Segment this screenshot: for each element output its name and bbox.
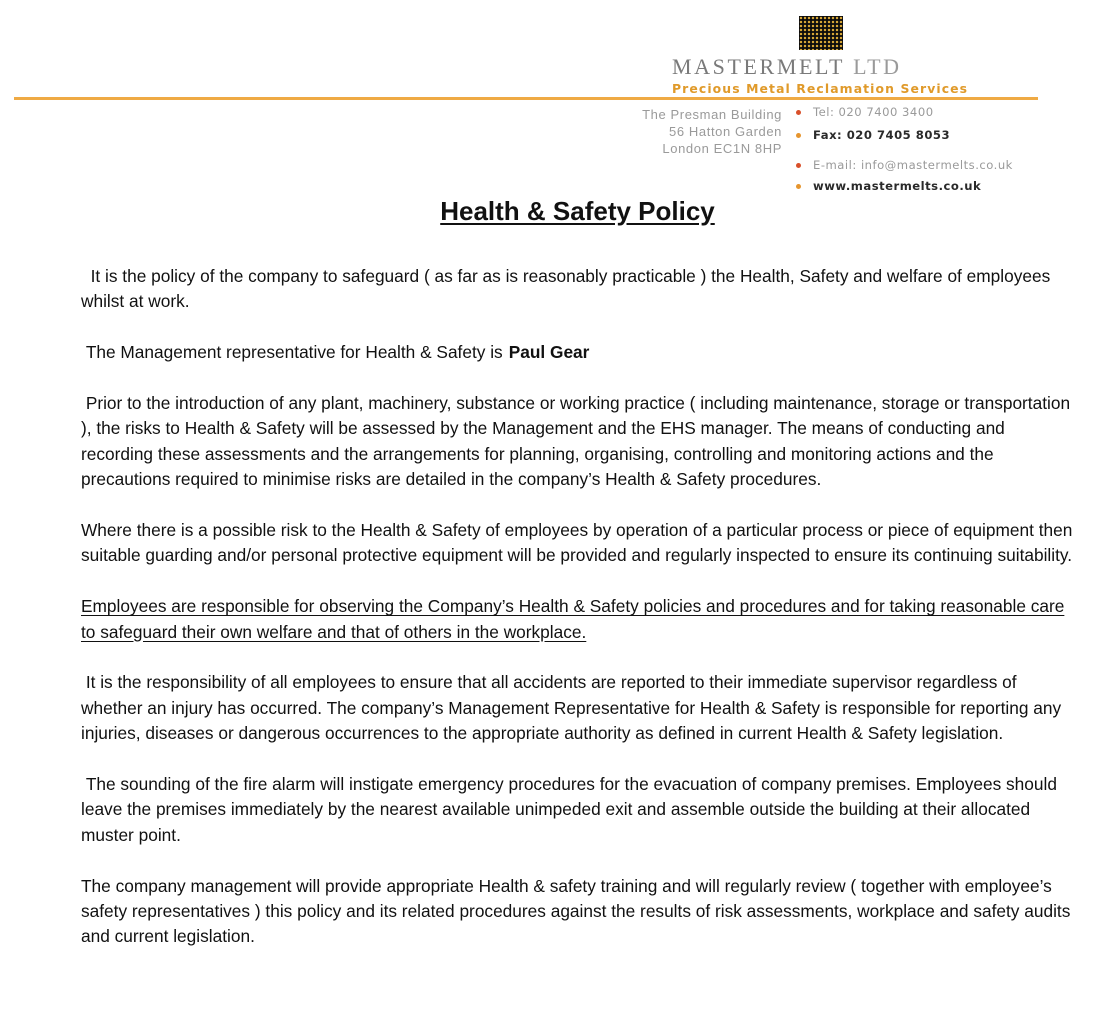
bullet-icon <box>796 133 801 138</box>
paragraph-text: The company management will provide appropriate Health & safety training and will regularly review ( together with employee’s safety representatives ) this policy and its related procedures against the results of risk assessments, workplace and safety audits and current legislation. <box>81 875 1071 947</box>
policy-paragraph <box>81 670 1075 746</box>
fax-number: Fax: 020 7405 8053 <box>813 128 951 142</box>
telephone-number: Tel: 020 7400 3400 <box>813 105 934 119</box>
email-address: E-mail: info@mastermelts.co.uk <box>813 158 1013 172</box>
bullet-icon <box>796 163 801 168</box>
company-name-main: MASTERMELT <box>672 54 846 79</box>
paragraph-text: It is the responsibility of all employees to ensure that all accidents are reported to their immediate supervisor regardless of whether an injury has occurred. The company’s Management Representative for Health & Safety is responsible for reporting any injuries, diseases or dangerous occurrences to the appropriate authority as defined in current Health & Safety legislation. <box>81 672 1062 744</box>
address-line: London EC1N 8HP <box>662 141 782 156</box>
paragraph-text: It is the policy of the company to safeguard ( as far as is reasonably practicable ) the Health, Safety and welfare of employees whilst at work. <box>81 266 1051 312</box>
paragraph-text: Prior to the introduction of any plant, machinery, substance or working practice ( including maintenance, storage or transportation ), the risks to Health & Safety will be assessed by the Management and the EHS manager. The means of conducting and recording these assessments and the arrangements for planning, organising, controlling and monitoring actions and the precautions required to minimise risks are detailed in the company’s Health & Safety procedures. <box>81 393 1071 490</box>
company-name <box>672 54 902 80</box>
policy-paragraph-representative <box>81 340 1075 365</box>
company-name-suffix: LTD <box>853 54 902 79</box>
document-title: Health & Safety Policy <box>440 196 715 226</box>
address-line: The Presman Building <box>642 107 782 122</box>
company-logo <box>799 16 843 50</box>
company-address <box>642 106 782 157</box>
contact-email <box>796 158 1013 172</box>
contact-telephone <box>796 105 934 119</box>
paragraph-text: The Management representative for Health & Safety is <box>85 342 503 363</box>
paragraph-text: Where there is a possible risk to the Health & Safety of employees by operation of a particular process or piece of equipment then suitable guarding and/or personal protective equipment will be provided and regularly inspected to ensure its continuing suitability. <box>81 520 1073 566</box>
policy-paragraph <box>81 391 1075 493</box>
website-url: www.mastermelts.co.uk <box>813 179 982 193</box>
address-line: 56 Hatton Garden <box>669 124 782 139</box>
policy-paragraph <box>81 264 1075 315</box>
bullet-icon <box>796 110 801 115</box>
bullet-icon <box>796 184 801 189</box>
company-tagline: Precious Metal Reclamation Services <box>672 81 969 96</box>
representative-name: Paul Gear <box>508 342 590 363</box>
policy-paragraph-emphasis <box>81 594 1075 645</box>
policy-paragraph <box>81 874 1075 950</box>
policy-body <box>81 264 1075 975</box>
policy-paragraph <box>81 518 1075 569</box>
paragraph-text: Employees are responsible for observing the Company’s Health & Safety policies and procedures and for taking reasonable care to safeguard their own welfare and that of others in the workplace. <box>81 596 1065 642</box>
policy-paragraph <box>81 772 1075 848</box>
header-divider <box>14 97 1038 100</box>
contact-fax <box>796 128 950 142</box>
contact-website <box>796 179 981 193</box>
paragraph-text: The sounding of the fire alarm will instigate emergency procedures for the evacuation of company premises. Employees should leave the premises immediately by the nearest available unimpeded exit and assemble outside the building at their allocated muster point. <box>81 774 1057 845</box>
